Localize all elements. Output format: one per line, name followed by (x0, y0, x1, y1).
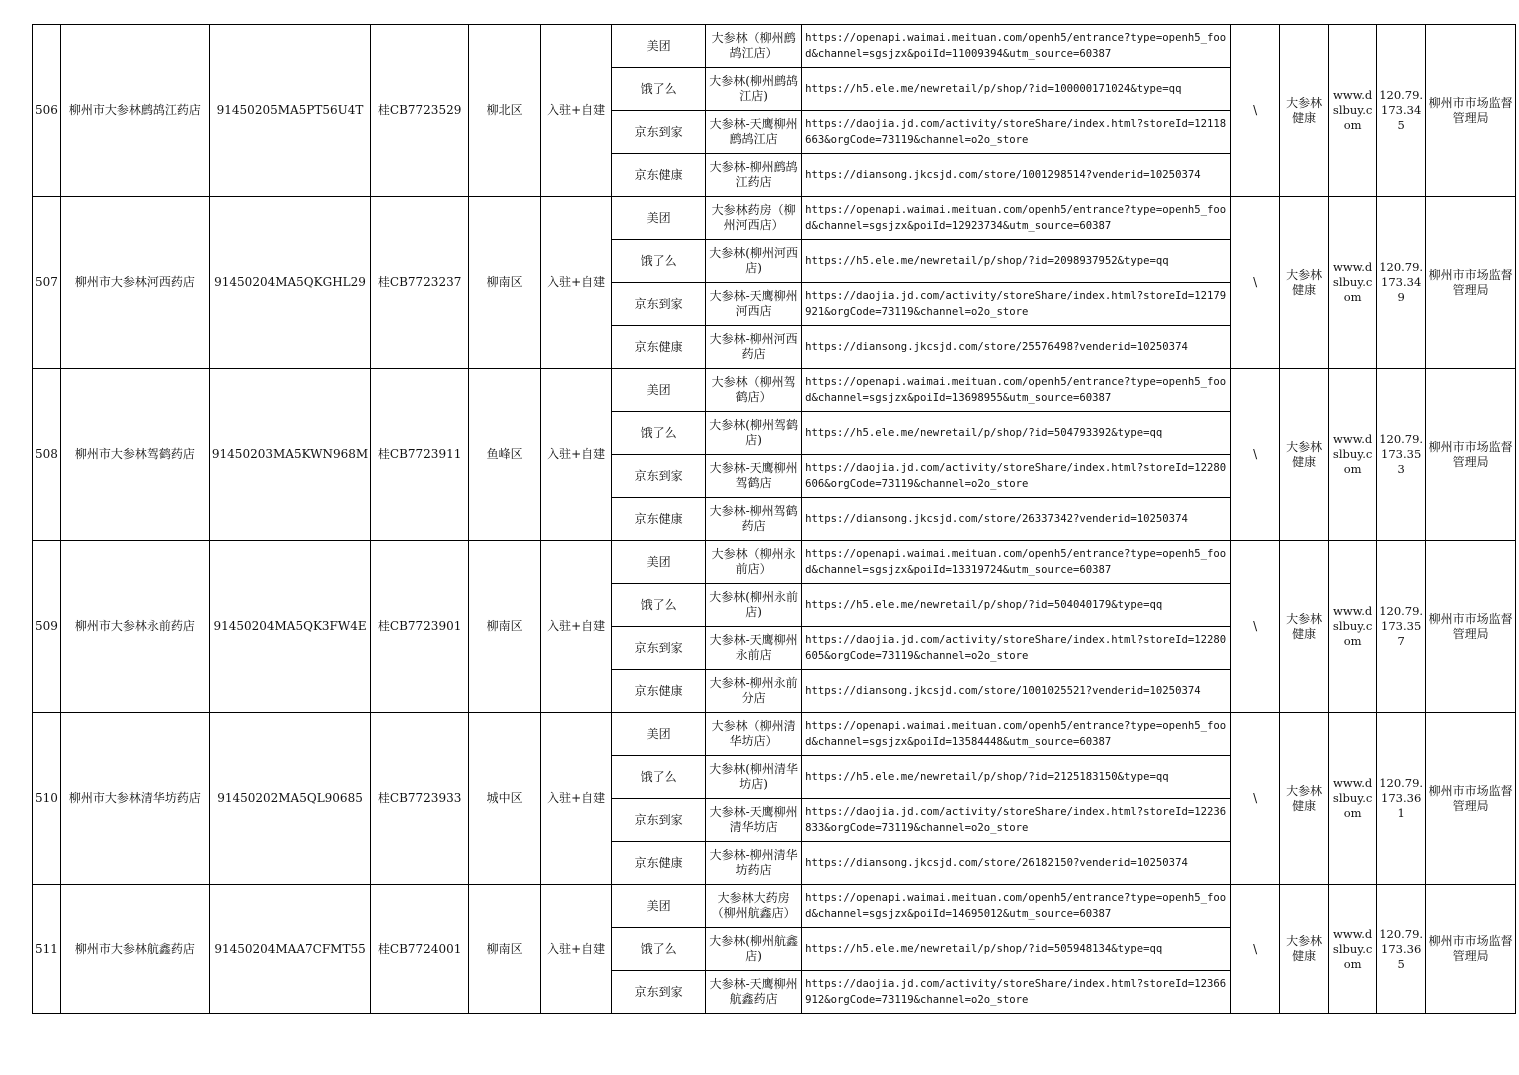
separator-mark: \ (1231, 713, 1280, 885)
operation-mode: 入驻+自建 (541, 885, 612, 1014)
platform-name: 京东健康 (612, 326, 706, 369)
platform-shop-name: 大参林（柳州永前店） (706, 541, 802, 584)
separator-mark: \ (1231, 369, 1280, 541)
platform-shop-url[interactable]: https://diansong.jkcsjd.com/store/26182150?venderid=10250374 (802, 842, 1231, 885)
platform-shop-url[interactable]: https://diansong.jkcsjd.com/store/1001298514?venderid=10250374 (802, 154, 1231, 197)
platform-name: 饿了么 (612, 584, 706, 627)
platform-name: 京东到家 (612, 627, 706, 670)
brand-name: 大参林健康 (1280, 197, 1329, 369)
store-name: 柳州市大参林驾鹤药店 (60, 369, 209, 541)
table-body (33, 25, 1516, 1014)
platform-shop-url[interactable]: https://diansong.jkcsjd.com/store/1001025521?venderid=10250374 (802, 670, 1231, 713)
row-number: 506 (33, 25, 61, 197)
platform-shop-url[interactable]: https://daojia.jd.com/activity/storeShare/index.html?storeId=12118663&orgCode=73119&channel=o2o_store (802, 111, 1231, 154)
platform-shop-name: 大参林（柳州清华坊店） (706, 713, 802, 756)
platform-name: 京东健康 (612, 842, 706, 885)
platform-shop-name: 大参林-柳州清华坊药店 (706, 842, 802, 885)
platform-shop-name: 大参林-天鹰柳州航鑫药店 (706, 971, 802, 1014)
platform-name: 京东到家 (612, 283, 706, 326)
website[interactable]: www.dslbuy.com (1329, 25, 1377, 197)
brand-name: 大参林健康 (1280, 369, 1329, 541)
platform-name: 美团 (612, 369, 706, 412)
operation-mode: 入驻+自建 (541, 25, 612, 197)
license-number: 桂CB7723901 (371, 541, 469, 713)
ip-address: 120.79.173.357 (1377, 541, 1426, 713)
platform-name: 美团 (612, 885, 706, 928)
table-row (33, 885, 1516, 928)
platform-shop-url[interactable]: https://daojia.jd.com/activity/storeShare/index.html?storeId=12366912&orgCode=73119&channel=o2o_store (802, 971, 1231, 1014)
license-number: 桂CB7723933 (371, 713, 469, 885)
platform-shop-url[interactable]: https://openapi.waimai.meituan.com/openh5/entrance?type=openh5_food&channel=sgsjzx&poiId=13698955&utm_source=60387 (802, 369, 1231, 412)
license-number: 桂CB7724001 (371, 885, 469, 1014)
district: 柳南区 (469, 541, 541, 713)
regulator: 柳州市市场监督管理局 (1426, 885, 1516, 1014)
store-name: 柳州市大参林清华坊药店 (60, 713, 209, 885)
separator-mark: \ (1231, 885, 1280, 1014)
website[interactable]: www.dslbuy.com (1329, 541, 1377, 713)
credit-code: 91450205MA5PT56U4T (209, 25, 370, 197)
regulator: 柳州市市场监督管理局 (1426, 713, 1516, 885)
platform-shop-name: 大参林-天鹰柳州驾鹤店 (706, 455, 802, 498)
table-row (33, 713, 1516, 756)
platform-shop-name: 大参林-柳州永前分店 (706, 670, 802, 713)
platform-name: 京东健康 (612, 498, 706, 541)
platform-shop-url[interactable]: https://openapi.waimai.meituan.com/openh5/entrance?type=openh5_food&channel=sgsjzx&poiId=12923734&utm_source=60387 (802, 197, 1231, 240)
platform-shop-url[interactable]: https://h5.ele.me/newretail/p/shop/?id=100000171024&type=qq (802, 68, 1231, 111)
operation-mode: 入驻+自建 (541, 197, 612, 369)
platform-shop-name: 大参林-天鹰柳州清华坊店 (706, 799, 802, 842)
credit-code: 91450204MAA7CFMT55 (209, 885, 370, 1014)
credit-code: 91450204MA5QKGHL29 (209, 197, 370, 369)
platform-name: 饿了么 (612, 68, 706, 111)
platform-shop-url[interactable]: https://diansong.jkcsjd.com/store/26337342?venderid=10250374 (802, 498, 1231, 541)
platform-shop-url[interactable]: https://openapi.waimai.meituan.com/openh5/entrance?type=openh5_food&channel=sgsjzx&poiId=13319724&utm_source=60387 (802, 541, 1231, 584)
brand-name: 大参林健康 (1280, 541, 1329, 713)
platform-shop-url[interactable]: https://openapi.waimai.meituan.com/openh5/entrance?type=openh5_food&channel=sgsjzx&poiId=13584448&utm_source=60387 (802, 713, 1231, 756)
credit-code: 91450204MA5QK3FW4E (209, 541, 370, 713)
website[interactable]: www.dslbuy.com (1329, 885, 1377, 1014)
platform-shop-name: 大参林药房（柳州河西店） (706, 197, 802, 240)
license-number: 桂CB7723529 (371, 25, 469, 197)
brand-name: 大参林健康 (1280, 25, 1329, 197)
brand-name: 大参林健康 (1280, 885, 1329, 1014)
district: 鱼峰区 (469, 369, 541, 541)
platform-name: 美团 (612, 541, 706, 584)
platform-shop-url[interactable]: https://daojia.jd.com/activity/storeShare/index.html?storeId=12280605&orgCode=73119&channel=o2o_store (802, 627, 1231, 670)
platform-shop-name: 大参林(柳州驾鹤店) (706, 412, 802, 455)
row-number: 507 (33, 197, 61, 369)
platform-shop-name: 大参林-天鹰柳州永前店 (706, 627, 802, 670)
operation-mode: 入驻+自建 (541, 541, 612, 713)
license-number: 桂CB7723911 (371, 369, 469, 541)
district: 柳北区 (469, 25, 541, 197)
row-number: 511 (33, 885, 61, 1014)
platform-shop-name: 大参林（柳州鹧鸪江店） (706, 25, 802, 68)
platform-shop-name: 大参林-天鹰柳州鹧鸪江店 (706, 111, 802, 154)
platform-shop-url[interactable]: https://h5.ele.me/newretail/p/shop/?id=2125183150&type=qq (802, 756, 1231, 799)
row-number: 510 (33, 713, 61, 885)
platform-shop-name: 大参林(柳州航鑫店) (706, 928, 802, 971)
store-name: 柳州市大参林航鑫药店 (60, 885, 209, 1014)
ip-address: 120.79.173.361 (1377, 713, 1426, 885)
platform-name: 饿了么 (612, 240, 706, 283)
platform-shop-url[interactable]: https://h5.ele.me/newretail/p/shop/?id=504793392&type=qq (802, 412, 1231, 455)
platform-shop-name: 大参林-柳州河西药店 (706, 326, 802, 369)
separator-mark: \ (1231, 25, 1280, 197)
separator-mark: \ (1231, 197, 1280, 369)
platform-shop-name: 大参林-天鹰柳州河西店 (706, 283, 802, 326)
platform-shop-name: 大参林-柳州驾鹤药店 (706, 498, 802, 541)
platform-shop-name: 大参林(柳州永前店) (706, 584, 802, 627)
website[interactable]: www.dslbuy.com (1329, 369, 1377, 541)
regulator: 柳州市市场监督管理局 (1426, 197, 1516, 369)
platform-name: 饿了么 (612, 412, 706, 455)
row-number: 508 (33, 369, 61, 541)
platform-shop-url[interactable]: https://h5.ele.me/newretail/p/shop/?id=505948134&type=qq (802, 928, 1231, 971)
ip-address: 120.79.173.345 (1377, 25, 1426, 197)
platform-name: 饿了么 (612, 756, 706, 799)
table-row (33, 25, 1516, 68)
platform-name: 美团 (612, 25, 706, 68)
platform-shop-url[interactable]: https://h5.ele.me/newretail/p/shop/?id=504040179&type=qq (802, 584, 1231, 627)
store-name: 柳州市大参林鹧鸪江药店 (60, 25, 209, 197)
operation-mode: 入驻+自建 (541, 713, 612, 885)
table-row (33, 197, 1516, 240)
platform-shop-url[interactable]: https://daojia.jd.com/activity/storeShare/index.html?storeId=12179921&orgCode=73119&channel=o2o_store (802, 283, 1231, 326)
website[interactable]: www.dslbuy.com (1329, 713, 1377, 885)
brand-name: 大参林健康 (1280, 713, 1329, 885)
credit-code: 91450203MA5KWN968M (209, 369, 370, 541)
platform-name: 饿了么 (612, 928, 706, 971)
credit-code: 91450202MA5QL90685 (209, 713, 370, 885)
regulator: 柳州市市场监督管理局 (1426, 369, 1516, 541)
platform-name: 京东到家 (612, 111, 706, 154)
regulator: 柳州市市场监督管理局 (1426, 541, 1516, 713)
table-row (33, 369, 1516, 412)
platform-name: 京东到家 (612, 971, 706, 1014)
store-registry-table (32, 24, 1516, 1014)
platform-name: 京东到家 (612, 455, 706, 498)
platform-name: 京东健康 (612, 670, 706, 713)
separator-mark: \ (1231, 541, 1280, 713)
store-name: 柳州市大参林河西药店 (60, 197, 209, 369)
ip-address: 120.79.173.365 (1377, 885, 1426, 1014)
platform-name: 京东健康 (612, 154, 706, 197)
platform-shop-name: 大参林（柳州驾鹤店） (706, 369, 802, 412)
table-row (33, 541, 1516, 584)
platform-shop-url[interactable]: https://diansong.jkcsjd.com/store/25576498?venderid=10250374 (802, 326, 1231, 369)
operation-mode: 入驻+自建 (541, 369, 612, 541)
store-name: 柳州市大参林永前药店 (60, 541, 209, 713)
platform-shop-name: 大参林(柳州鹧鸪江店) (706, 68, 802, 111)
platform-shop-name: 大参林大药房（柳州航鑫店） (706, 885, 802, 928)
district: 城中区 (469, 713, 541, 885)
platform-shop-url[interactable]: https://openapi.waimai.meituan.com/openh5/entrance?type=openh5_food&channel=sgsjzx&poiId=14695012&utm_source=60387 (802, 885, 1231, 928)
platform-shop-url[interactable]: https://h5.ele.me/newretail/p/shop/?id=2098937952&type=qq (802, 240, 1231, 283)
website[interactable]: www.dslbuy.com (1329, 197, 1377, 369)
platform-shop-url[interactable]: https://daojia.jd.com/activity/storeShare/index.html?storeId=12280606&orgCode=73119&channel=o2o_store (802, 455, 1231, 498)
platform-name: 美团 (612, 197, 706, 240)
ip-address: 120.79.173.353 (1377, 369, 1426, 541)
ip-address: 120.79.173.349 (1377, 197, 1426, 369)
district: 柳南区 (469, 197, 541, 369)
platform-name: 美团 (612, 713, 706, 756)
district: 柳南区 (469, 885, 541, 1014)
platform-shop-name: 大参林(柳州河西店) (706, 240, 802, 283)
platform-shop-name: 大参林-柳州鹧鸪江药店 (706, 154, 802, 197)
license-number: 桂CB7723237 (371, 197, 469, 369)
row-number: 509 (33, 541, 61, 713)
platform-name: 京东到家 (612, 799, 706, 842)
platform-shop-url[interactable]: https://daojia.jd.com/activity/storeShare/index.html?storeId=12236833&orgCode=73119&channel=o2o_store (802, 799, 1231, 842)
regulator: 柳州市市场监督管理局 (1426, 25, 1516, 197)
platform-shop-name: 大参林(柳州清华坊店) (706, 756, 802, 799)
platform-shop-url[interactable]: https://openapi.waimai.meituan.com/openh5/entrance?type=openh5_food&channel=sgsjzx&poiId=11009394&utm_source=60387 (802, 25, 1231, 68)
